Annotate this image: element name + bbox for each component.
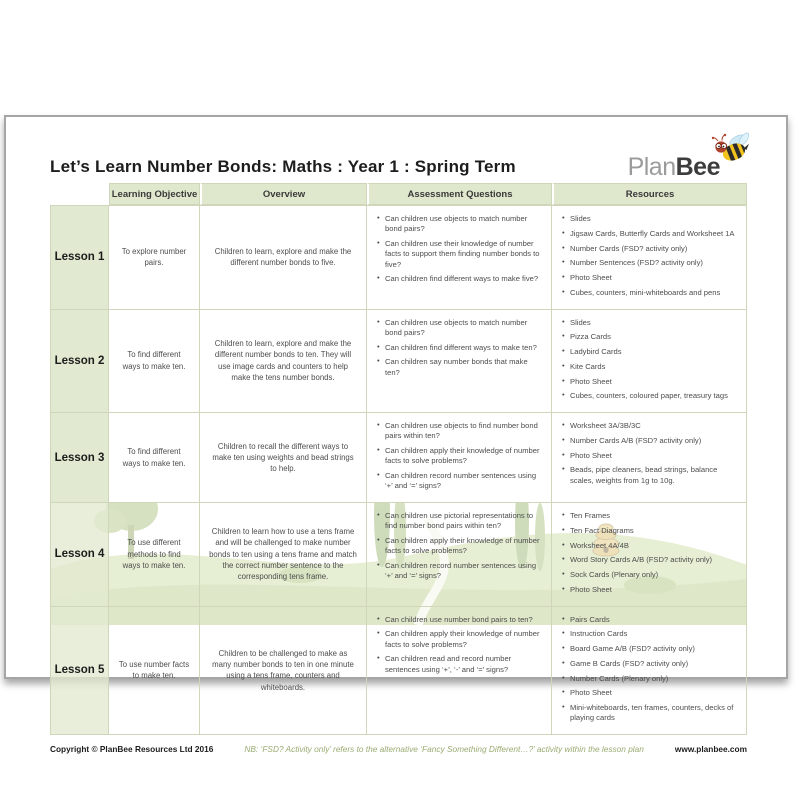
overview-cell: Children to learn how to use a tens frame and will be challenged to make number bonds to ten using a tens frame and match the correct number sentence to the corresponding tens frame.	[200, 503, 367, 607]
resource-item: • Ten Frames	[562, 511, 738, 521]
document-footer	[50, 744, 747, 754]
resource-item: • Instruction Cards	[562, 629, 738, 639]
resources-cell	[552, 607, 747, 736]
header-resources: Resources	[552, 183, 747, 205]
resource-item: • Beads, pipe cleaners, bead strings, balance scales, weights from 1g to 10g.	[562, 465, 738, 486]
question-item: • Can children use objects to match number bond pairs?	[377, 318, 543, 339]
resource-item: • Kite Cards	[562, 362, 738, 372]
lesson-label: Lesson 3	[50, 413, 109, 503]
question-item: • Can children use their knowledge of number facts to support them finding number bonds to five?	[377, 239, 543, 270]
table-row	[50, 607, 747, 736]
lesson-label: Lesson 5	[50, 607, 109, 736]
assessment-questions-cell	[367, 413, 552, 503]
table-row	[50, 310, 747, 414]
resource-item: • Number Sentences (FSD? activity only)	[562, 258, 738, 268]
resource-item: • Cubes, counters, mini-whiteboards and pens	[562, 288, 738, 298]
assessment-questions-cell	[367, 310, 552, 414]
resource-item: • Jigsaw Cards, Butterfly Cards and Worksheet 1A	[562, 229, 738, 239]
resource-item: • Mini-whiteboards, ten frames, counters, decks of playing cards	[562, 703, 738, 724]
logo-text-plan: Plan	[627, 152, 676, 181]
learning-objective-cell: To use different methods to find ways to make ten.	[109, 503, 200, 607]
fsd-note-text: NB: ‘FSD? Activity only’ refers to the alternative ‘Fancy Something Different…?’ activity within the lesson plan	[244, 744, 644, 754]
resource-item: • Photo Sheet	[562, 688, 738, 698]
resource-item: • Photo Sheet	[562, 451, 738, 461]
planbee-logo	[628, 153, 746, 182]
resource-item: • Ten Fact Diagrams	[562, 526, 738, 536]
resource-list	[562, 318, 738, 402]
header-learning-objective: Learning Objective	[109, 183, 200, 205]
header-overview: Overview	[200, 183, 367, 205]
resource-item: • Number Cards A/B (FSD? activity only)	[562, 436, 738, 446]
assessment-questions-cell	[367, 503, 552, 607]
question-item: • Can children apply their knowledge of number facts to solve problems?	[377, 536, 543, 557]
document-page	[4, 115, 788, 754]
resource-list	[562, 421, 738, 486]
resource-item: • Ladybird Cards	[562, 347, 738, 357]
lesson-label: Lesson 4	[50, 503, 109, 607]
document-header	[50, 151, 746, 183]
question-item: • Can children read and record number sentences using ‘+’, ‘-’ and ‘=’ signs?	[377, 654, 543, 675]
assessment-questions-cell	[367, 607, 552, 736]
website-link[interactable]: www.planbee.com	[674, 744, 747, 754]
question-item: • Can children record number sentences using ‘+’ and ‘=’ signs?	[377, 561, 543, 582]
table-row	[50, 205, 747, 310]
logo-text-bee: Bee	[675, 152, 720, 181]
resource-item: • Number Cards (Plenary only)	[562, 674, 738, 684]
resource-item: • Pairs Cards	[562, 615, 738, 625]
question-item: • Can children find different ways to make five?	[377, 274, 543, 284]
resource-list	[562, 511, 738, 595]
table-header-row	[50, 183, 747, 205]
resource-item: • Board Game A/B (FSD? activity only)	[562, 644, 738, 654]
header-spacer	[50, 183, 109, 205]
question-list	[377, 318, 543, 378]
question-item: • Can children record number sentences using ‘+’ and ‘=’ signs?	[377, 471, 543, 492]
resources-cell	[552, 310, 747, 414]
overview-cell: Children to learn, explore and make the different number bonds to ten. They will use image cards and counters to help make the tens number bonds.	[200, 310, 367, 414]
question-item: • Can children find different ways to make ten?	[377, 343, 543, 353]
resource-item: • Slides	[562, 318, 738, 328]
question-item: • Can children apply their knowledge of number facts to solve problems?	[377, 629, 543, 650]
resource-item: • Photo Sheet	[562, 585, 738, 595]
question-item: • Can children use objects to match number bond pairs?	[377, 214, 543, 235]
resources-cell	[552, 503, 747, 607]
overview-cell: Children to recall the different ways to make ten using weights and bead strings to help.	[200, 413, 367, 503]
bee-icon	[710, 131, 752, 165]
resource-item: • Cubes, counters, coloured paper, treasury tags	[562, 391, 738, 401]
lesson-plan-table	[50, 183, 747, 735]
overview-cell: Children to be challenged to make as many number bonds to ten in one minute using a tens frame, counters and whiteboards.	[200, 607, 367, 736]
copyright-text: Copyright © PlanBee Resources Ltd 2016	[50, 744, 214, 754]
resource-item: • Word Story Cards A/B (FSD? activity only)	[562, 555, 738, 565]
lesson-label: Lesson 1	[50, 205, 109, 310]
learning-objective-cell: To use number facts to make ten.	[109, 607, 200, 736]
resource-list	[562, 214, 738, 298]
resource-item: • Number Cards (FSD? activity only)	[562, 244, 738, 254]
resource-item: • Pizza Cards	[562, 332, 738, 342]
learning-objective-cell: To explore number pairs.	[109, 205, 200, 310]
resource-list	[562, 615, 738, 724]
page-title: Let’s Learn Number Bonds: Maths : Year 1 : Spring Term	[50, 157, 516, 176]
table-row	[50, 413, 747, 503]
lesson-label: Lesson 2	[50, 310, 109, 414]
assessment-questions-cell	[367, 205, 552, 310]
question-item: • Can children use number bond pairs to ten?	[377, 615, 543, 625]
question-list	[377, 421, 543, 492]
resource-item: • Slides	[562, 214, 738, 224]
question-item: • Can children use pictorial representations to find number bond pairs within ten?	[377, 511, 543, 532]
header-assessment-questions: Assessment Questions	[367, 183, 552, 205]
resource-item: • Sock Cards (Plenary only)	[562, 570, 738, 580]
question-item: • Can children apply their knowledge of number facts to solve problems?	[377, 446, 543, 467]
resource-item: • Photo Sheet	[562, 273, 738, 283]
resource-item: • Photo Sheet	[562, 377, 738, 387]
overview-cell: Children to learn, explore and make the different number bonds to five.	[200, 205, 367, 310]
resources-cell	[552, 413, 747, 503]
resource-item: • Worksheet 4A/4B	[562, 541, 738, 551]
table-row	[50, 503, 747, 607]
resources-cell	[552, 205, 747, 310]
question-list	[377, 615, 543, 675]
question-list	[377, 511, 543, 582]
learning-objective-cell: To find different ways to make ten.	[109, 310, 200, 414]
question-item: • Can children use objects to find number bond pairs within ten?	[377, 421, 543, 442]
resource-item: • Game B Cards (FSD? activity only)	[562, 659, 738, 669]
question-item: • Can children say number bonds that make ten?	[377, 357, 543, 378]
resource-item: • Worksheet 3A/3B/3C	[562, 421, 738, 431]
question-list	[377, 214, 543, 285]
learning-objective-cell: To find different ways to make ten.	[109, 413, 200, 503]
lessons-rows	[50, 205, 747, 735]
